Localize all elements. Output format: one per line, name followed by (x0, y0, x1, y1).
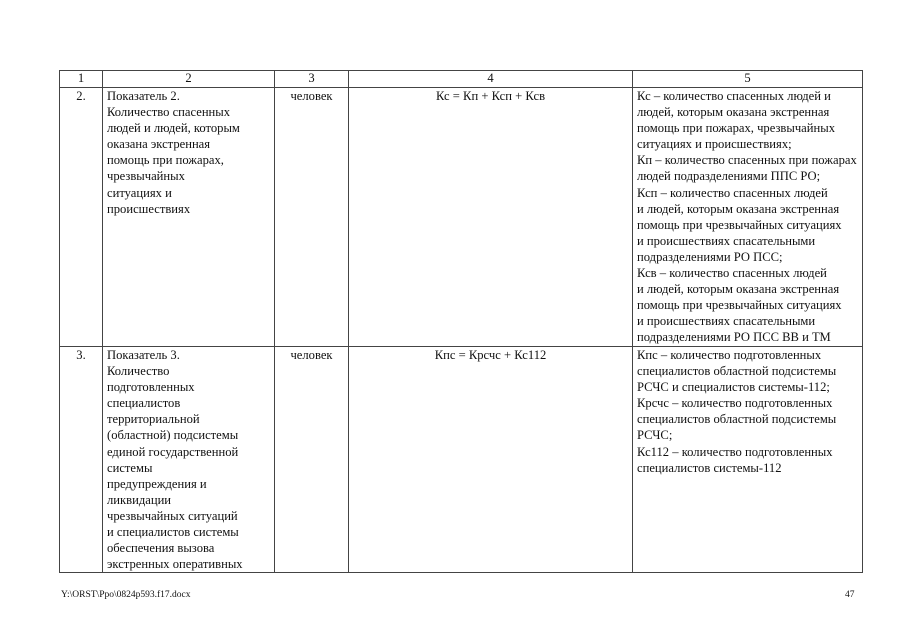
indicator-line: Показатель 3. (107, 348, 180, 362)
description-line: ситуациях и происшествиях; (637, 137, 792, 152)
table-row (60, 88, 863, 347)
description-line: Ксп – количество спасенных людей (637, 185, 828, 200)
description-line: Кс – количество спасенных людей и (637, 89, 831, 103)
indicator-line: Количество спасенных (107, 105, 231, 120)
indicator-line: ситуациях и (107, 185, 172, 200)
description-line: людей, которым оказана экстренная (637, 105, 830, 120)
description-line: и происшествиях спасательными (637, 314, 816, 329)
indicators-table (59, 70, 863, 573)
description-line: помощь при пожарах, чрезвычайных (637, 121, 835, 136)
indicator-line: чрезвычайных ситуаций (107, 508, 238, 523)
indicator-line: чрезвычайных (107, 169, 185, 184)
description-line: помощь при чрезвычайных ситуациях (637, 217, 842, 232)
indicator-line: Количество (107, 364, 170, 379)
description-line: специалистов областной подсистемы (637, 364, 837, 379)
indicator-name (103, 88, 275, 347)
column-header: 5 (633, 71, 863, 88)
description-line: Кпс – количество подготовленных (637, 348, 822, 362)
indicator-line: помощь при пожарах, (107, 153, 224, 168)
formula-cell: Кпс = Крсчс + Кс112 (349, 347, 633, 573)
indicator-line: людей и людей, которым (107, 121, 240, 136)
description-line: подразделениями РО ПСС; (637, 249, 783, 264)
header-row (60, 71, 863, 88)
description-line: специалистов областной подсистемы (637, 412, 837, 427)
description-line: специалистов системы-112 (637, 460, 782, 475)
indicator-line: специалистов (107, 396, 181, 411)
formula-cell: Кс = Кп + Ксп + Ксв (349, 88, 633, 347)
indicator-line: (областной) подсистемы (107, 428, 239, 443)
description-line: Крсчс – количество подготовленных (637, 396, 833, 411)
column-header: 1 (60, 71, 103, 88)
indicator-line: происшествиях (107, 201, 191, 216)
description-line: и происшествиях спасательными (637, 233, 816, 248)
file-path: Y:\ORST\Ppo\0824p593.f17.docx (61, 590, 191, 600)
indicator-name (103, 347, 275, 573)
indicator-line: предупреждения и (107, 476, 207, 491)
row-number: 3. (60, 347, 103, 573)
indicator-line: экстренных оперативных (107, 557, 243, 572)
indicator-line: обеспечения вызова (107, 541, 215, 556)
indicator-line: подготовленных (107, 380, 195, 395)
description-line: Ксв – количество спасенных людей (637, 266, 827, 281)
unit-cell: человек (275, 88, 349, 347)
description-cell (633, 347, 863, 573)
description-line: и людей, которым оказана экстренная (637, 201, 840, 216)
unit-cell: человек (275, 347, 349, 573)
description-line: Кс112 – количество подготовленных (637, 444, 833, 459)
indicator-line: системы (107, 460, 153, 475)
column-header: 3 (275, 71, 349, 88)
table-row (60, 347, 863, 573)
column-header: 4 (349, 71, 633, 88)
description-line: РСЧС; (637, 428, 673, 443)
indicator-line: территориальной (107, 412, 200, 427)
indicator-line: единой государственной (107, 444, 239, 459)
description-cell (633, 88, 863, 347)
indicator-line: оказана экстренная (107, 137, 211, 152)
column-header: 2 (103, 71, 275, 88)
indicator-line: и специалистов системы (107, 525, 239, 540)
description-line: помощь при чрезвычайных ситуациях (637, 298, 842, 313)
description-line: людей подразделениями ППС РО; (637, 169, 821, 184)
indicator-line: ликвидации (107, 492, 172, 507)
description-line: РСЧС и специалистов системы-112; (637, 380, 830, 395)
page-number: 47 (845, 590, 855, 600)
row-number: 2. (60, 88, 103, 347)
description-line: и людей, которым оказана экстренная (637, 282, 840, 297)
description-line: Кп – количество спасенных при пожарах (637, 153, 857, 168)
description-line: подразделениями РО ПСС ВВ и ТМ (637, 330, 831, 345)
indicator-line: Показатель 2. (107, 89, 180, 103)
